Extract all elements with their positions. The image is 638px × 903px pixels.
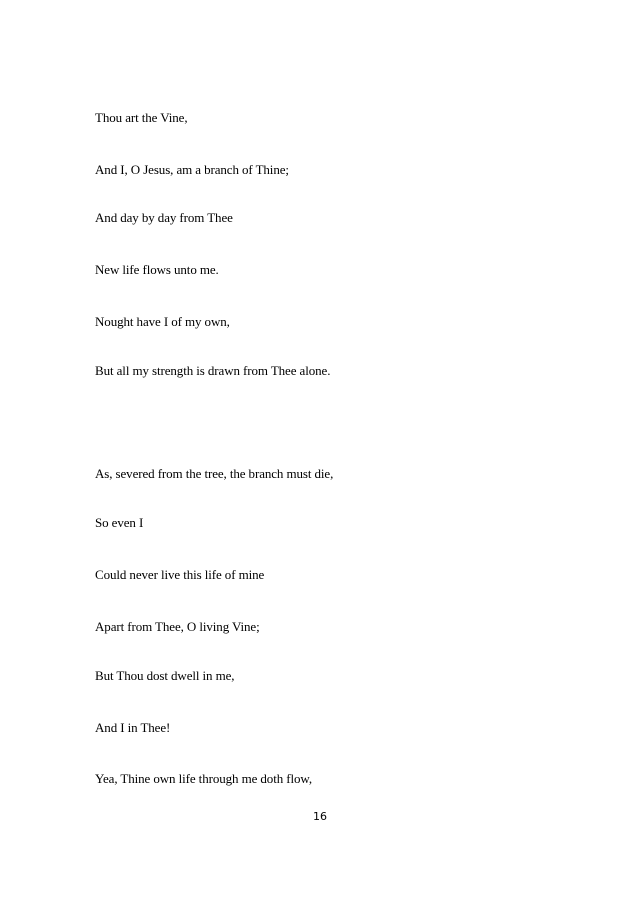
page-number: 16 (313, 810, 327, 823)
poem-line: But Thou dost dwell in me, (95, 668, 235, 683)
poem-line: And I in Thee! (95, 720, 171, 735)
poem-line: New life flows unto me. (95, 262, 219, 277)
poem-line: But all my strength is drawn from Thee alone. (95, 363, 331, 378)
poem-line: And I, O Jesus, am a branch of Thine; (95, 162, 289, 177)
poem-line: And day by day from Thee (95, 210, 233, 225)
poem-line: Yea, Thine own life through me doth flow, (95, 771, 312, 786)
poem-line: So even I (95, 515, 144, 530)
poem-line: Thou art the Vine, (95, 110, 188, 125)
poem-line: Apart from Thee, O living Vine; (95, 619, 260, 634)
poem-line: Could never live this life of mine (95, 567, 265, 582)
poem-line: As, severed from the tree, the branch must die, (95, 466, 334, 481)
poem-line: Nought have I of my own, (95, 314, 230, 329)
